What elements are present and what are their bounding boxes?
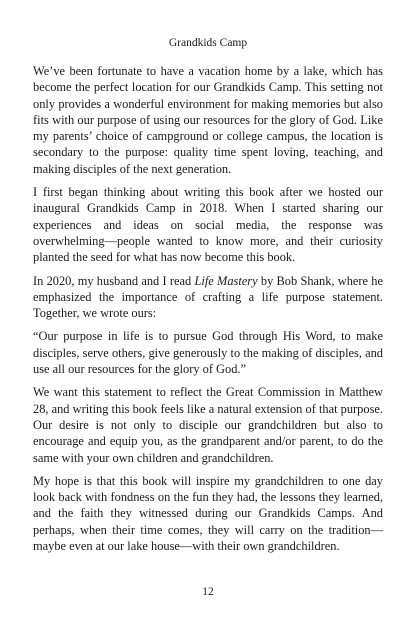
paragraph-1: We’ve been fortunate to have a vacation home by a lake, which has become the perfect location for our Grandkids Camp. This setting not only provides a wonderful environment for making memories but also fits with our purpose of using our resources for the glory of God. Like my parents’ choice of campground or college campus, the location is secondary to the purpose: quality time spent loving, teaching, and making disciples of the next generation. [33, 64, 383, 176]
paragraph-6: My hope is that this book will inspire my grandchildren to one day look back with fondness on the fun they had, the lessons they learned, and the faith they witnessed during our Grandkids Camps. And perhaps, when their time comes, they will carry on the tradition—maybe even at our lake house—with their own grandchildren. [33, 473, 383, 554]
running-head: Grandkids Camp [168, 37, 248, 49]
paragraph-2: I first began thinking about writing this book after we hosted our inaugural Grandkids Camp in 2018. When I started sharing our experiences and ideas on social media, the response was overwhelming—people wanted to know more, and their curiosity planted the seed for what has now become this book. [33, 185, 383, 265]
body-text [33, 63, 383, 561]
page-number: 12 [202, 586, 214, 598]
paragraph-3-lead: In 2020, my husband and I read [33, 273, 195, 288]
paragraph-3 [33, 273, 383, 322]
paragraph-4-purpose-statement: “Our purpose in life is to pursue God through His Word, to make disciples, serve others, give generously to the making of disciples, and use all our resources for the glory of God.” [33, 329, 383, 377]
paragraph-5: We want this statement to reflect the Great Commission in Matthew 28, and writing this book feels like a natural extension of that purpose. Our desire is not only to disciple our grandchildren but also to encourage and equip you, as the grandparent and/or parent, to do the same with your own children and grandchildren. [33, 385, 383, 465]
paragraph-3-rest: by Bob Shank, where he emphasized the importance of crafting a life purpose statement. Together, we wrote ours: [33, 273, 383, 321]
book-title: Life Mastery [194, 273, 258, 288]
